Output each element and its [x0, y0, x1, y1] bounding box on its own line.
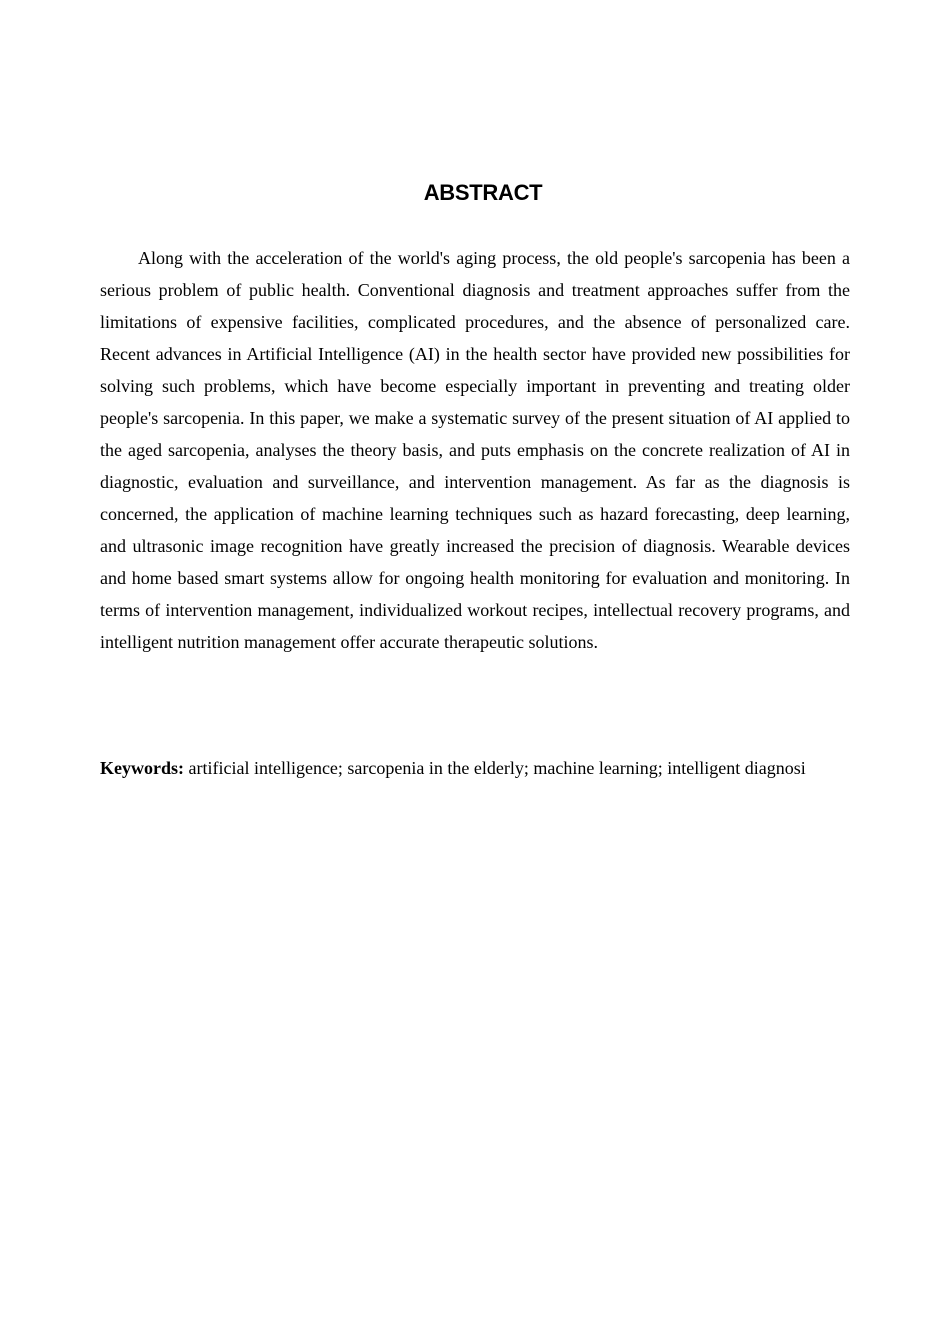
keywords-label: Keywords: [100, 758, 184, 778]
keywords-line [100, 752, 850, 784]
keywords-text: artificial intelligence; sarcopenia in the elderly; machine learning; intelligent diagnosi [184, 758, 806, 778]
abstract-paragraph: Along with the acceleration of the world's aging process, the old people's sarcopenia has been a serious problem of public health. Conventional diagnosis and treatment approaches suffer from the limitations of expensive facilities, complicated procedures, and the absence of personalized care. Recent advances in Artificial Intelligence (AI) in the health sector have provided new possibilities for solving such problems, which have become especially important in preventing and treating older people's sarcopenia. In this paper, we make a systematic survey of the present situation of AI applied to the aged sarcopenia, analyses the theory basis, and puts emphasis on the concrete realization of AI in diagnostic, evaluation and surveillance, and intervention management. As far as the diagnosis is concerned, the application of machine learning techniques such as hazard forecasting, deep learning, and ultrasonic image recognition have greatly increased the precision of diagnosis. Wearable devices and home based smart systems allow for ongoing health monitoring for evaluation and monitoring. In terms of intervention management, individualized workout recipes, intellectual recovery programs, and intelligent nutrition management offer accurate therapeutic solutions. [100, 248, 850, 652]
abstract-heading: ABSTRACT [423, 180, 543, 205]
